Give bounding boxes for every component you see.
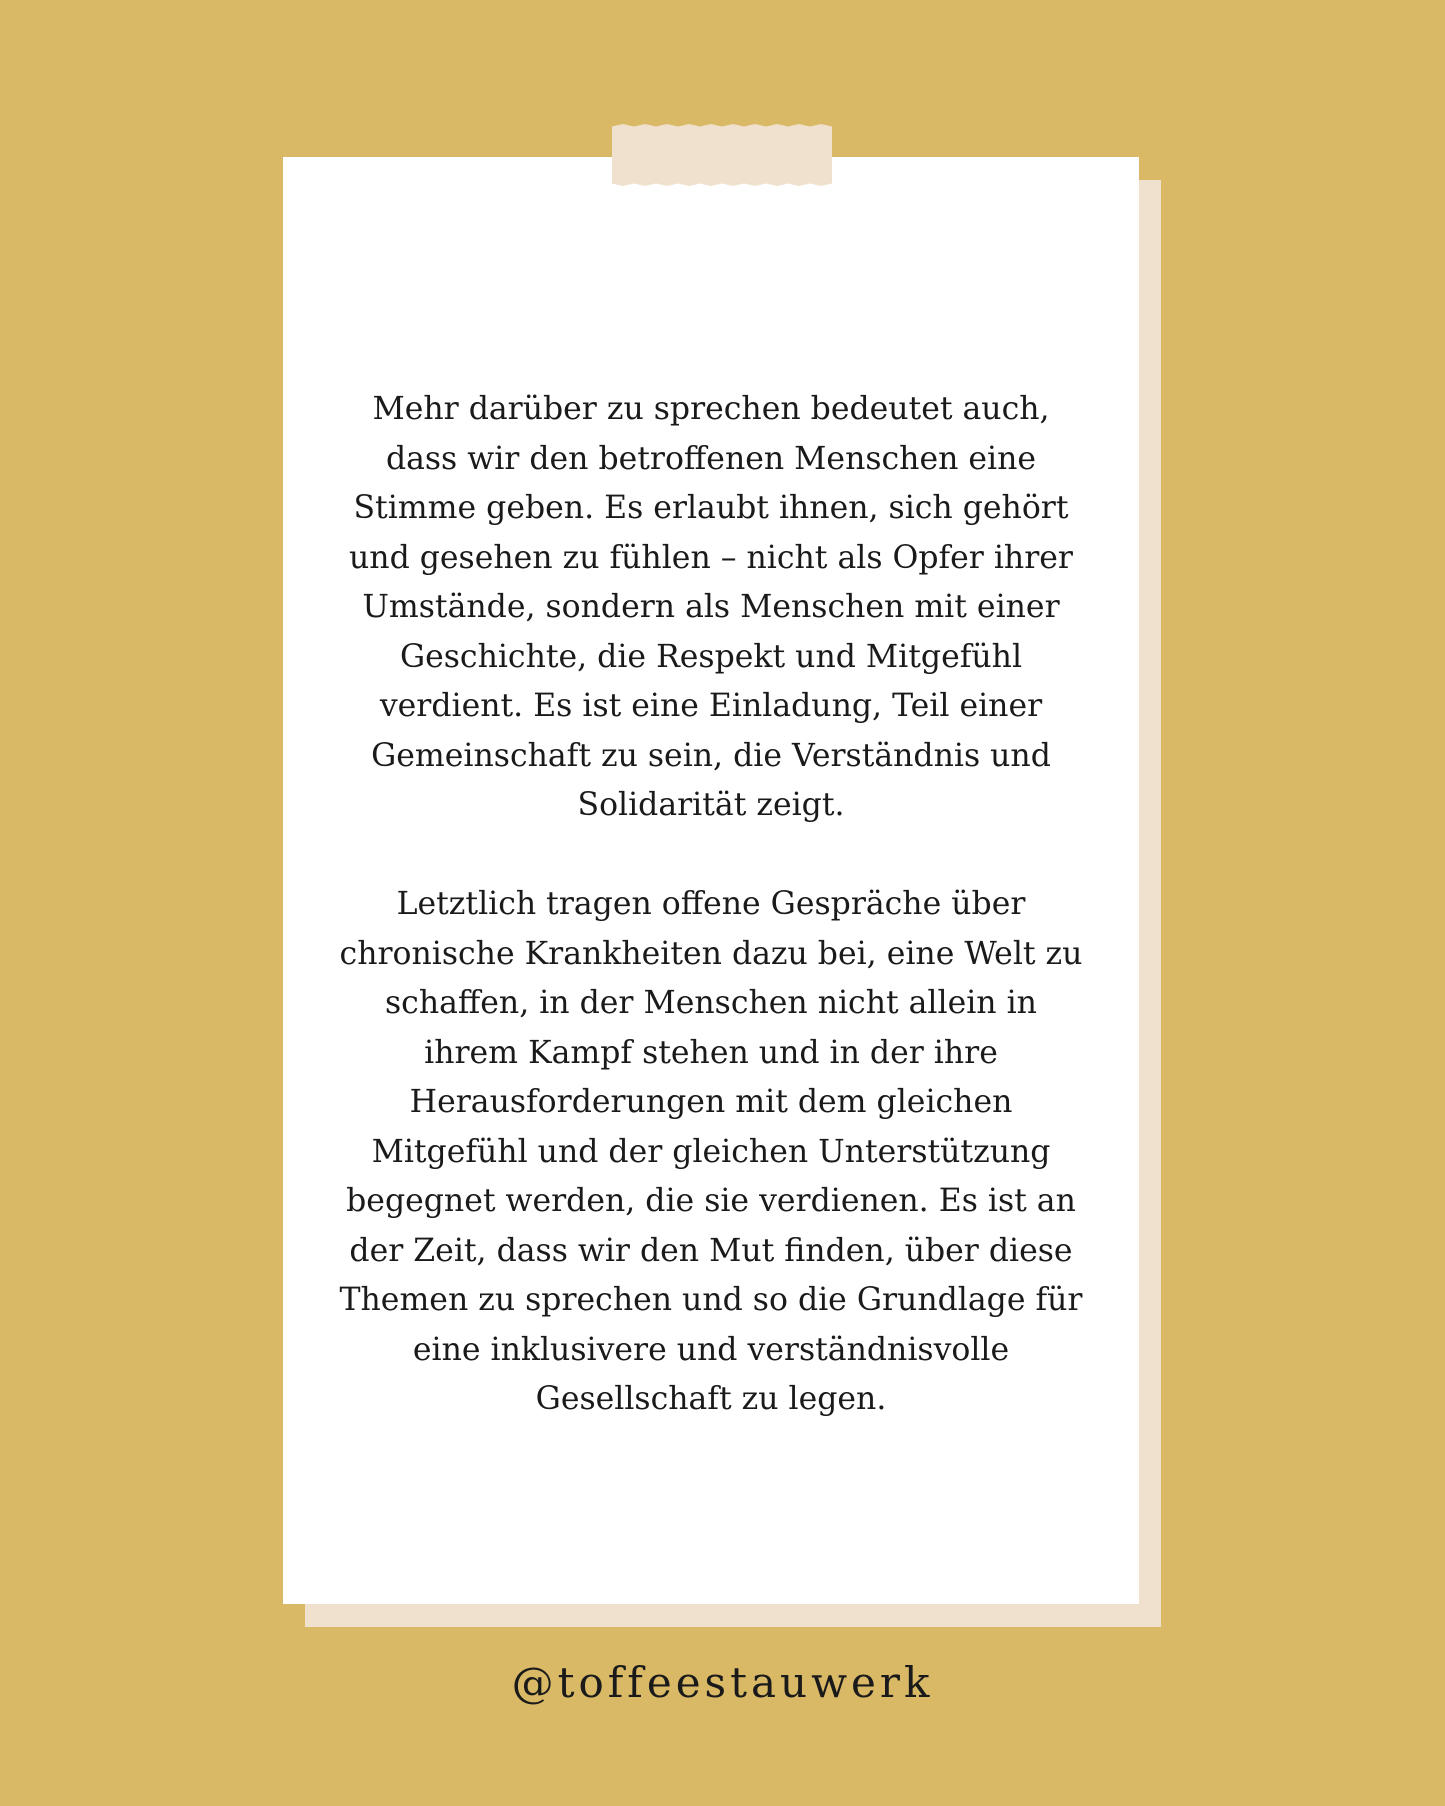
text-line: Themen zu sprechen und so die Grundlage für [339,1282,1083,1318]
text-line: Mitgefühl und der gleichen Unterstützung [371,1133,1051,1170]
text-line: Geschichte, die Respekt und Mitgefühl [399,638,1023,675]
text-line: begegnet werden, die sie verdienen. Es ist an [346,1183,1076,1219]
text-line: Letztlich tragen offene Gespräche über [396,886,1026,922]
text-line: und gesehen zu fühlen – nicht als Opfer ihrer [349,539,1073,576]
text-line: eine inklusivere und verständnisvolle [412,1331,1010,1368]
text-line: Umstände, sondern als Menschen mit einer [362,589,1060,625]
text-line: der Zeit, dass wir den Mut finden, über diese [349,1232,1073,1269]
paragraph-2 [323,880,1099,1425]
text-line: Stimme geben. Es erlaubt ihnen, sich gehört [353,490,1069,526]
text-line: Solidarität zeigt. [577,787,845,823]
text-line: ihrem Kampf stehen und in der ihre [424,1034,998,1071]
text-line: chronische Krankheiten dazu bei, eine Welt zu [339,935,1083,972]
text-line: dass wir den betroffenen Menschen eine [385,440,1037,477]
text-line: schaffen, in der Menschen nicht allein in [385,985,1037,1021]
text-line: Mehr darüber zu sprechen bedeutet auch, [372,391,1050,427]
text-line: verdient. Es ist eine Einladung, Teil einer [379,688,1043,724]
social-handle: @toffeestauwerk [511,1658,934,1707]
card-text [323,385,1099,1425]
text-line: Herausforderungen mit dem gleichen [409,1084,1013,1120]
tape-strip [612,124,832,186]
paragraph-1 [323,385,1099,831]
text-line: Gemeinschaft zu sein, die Verständnis und [371,737,1051,774]
text-line: Gesellschaft zu legen. [535,1381,887,1417]
